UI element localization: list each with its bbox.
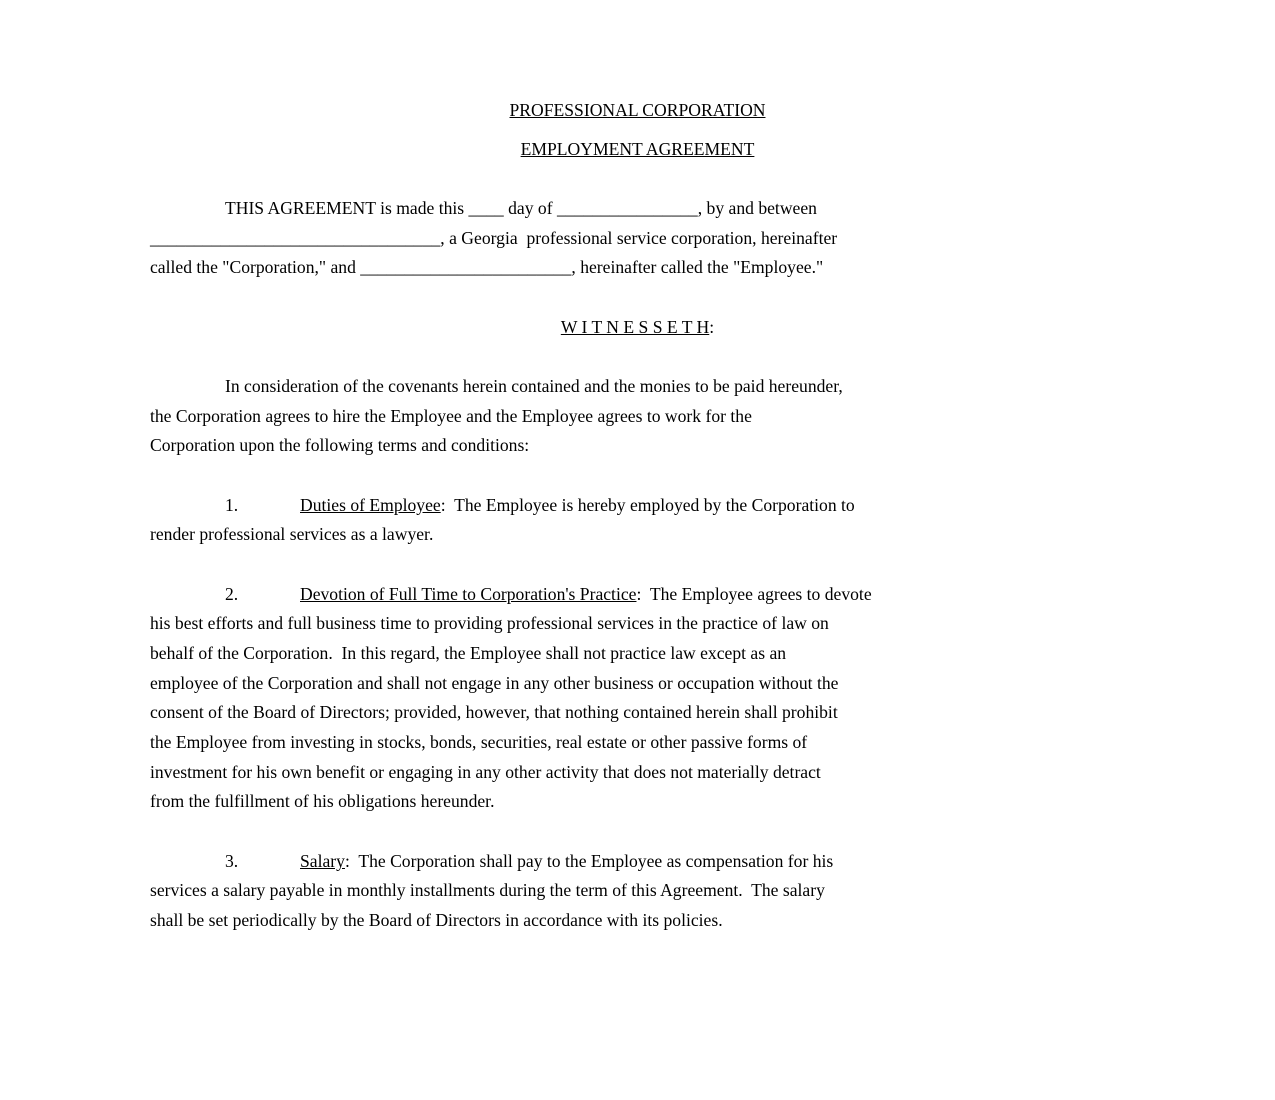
section-line: services a salary payable in monthly installments during the term of this Agreement. The salary bbox=[150, 880, 825, 900]
consideration-line-1: In consideration of the covenants herein contained and the monies to be paid hereunder, bbox=[225, 376, 843, 396]
witnesseth-heading bbox=[0, 317, 1275, 337]
preamble-line-3: called the "Corporation," and ________________________, hereinafter called the "Employee." bbox=[150, 257, 824, 277]
section-number: 2. bbox=[225, 584, 239, 604]
witnesseth-colon: : bbox=[709, 317, 715, 337]
section-first-line-text: : The Employee agrees to devote bbox=[636, 584, 872, 604]
section-line: employee of the Corporation and shall not engage in any other business or occupation without the bbox=[150, 673, 839, 693]
section-line: behalf of the Corporation. In this regard, the Employee shall not practice law except as an bbox=[150, 643, 787, 663]
preamble-line-2: _________________________________, a Georgia professional service corporation, hereinafter bbox=[150, 228, 838, 248]
section-first-line-text: : The Employee is hereby employed by the Corporation to bbox=[440, 495, 855, 515]
section-heading: Salary bbox=[300, 851, 345, 871]
section-number: 3. bbox=[225, 851, 239, 871]
consideration-line-3: Corporation upon the following terms and conditions: bbox=[150, 435, 530, 455]
section-heading: Devotion of Full Time to Corporation's Practice bbox=[300, 584, 637, 604]
section-line: investment for his own benefit or engaging in any other activity that does not materially detract bbox=[150, 762, 821, 782]
section-3-first-line bbox=[150, 851, 833, 871]
section-line: from the fulfillment of his obligations hereunder. bbox=[150, 791, 495, 811]
consideration-line-2: the Corporation agrees to hire the Employee and the Employee agrees to work for the bbox=[150, 406, 752, 426]
preamble-line-1: THIS AGREEMENT is made this ____ day of ________________, by and between bbox=[225, 198, 817, 218]
section-line: consent of the Board of Directors; provided, however, that nothing contained herein shall prohibit bbox=[150, 702, 838, 722]
section-first-line-text: : The Corporation shall pay to the Employee as compensation for his bbox=[344, 851, 834, 871]
section-2-first-line bbox=[150, 584, 872, 604]
section-line: the Employee from investing in stocks, bonds, securities, real estate or other passive forms of bbox=[150, 732, 808, 752]
title-line-1: PROFESSIONAL CORPORATION bbox=[509, 100, 766, 120]
section-1-first-line bbox=[150, 495, 855, 515]
witnesseth-word: W I T N E S S E T H bbox=[560, 317, 710, 337]
section-number: 1. bbox=[225, 495, 239, 515]
section-line: shall be set periodically by the Board of Directors in accordance with its policies. bbox=[150, 910, 723, 930]
section-line: his best efforts and full business time to providing professional services in the practice of law on bbox=[150, 613, 829, 633]
title-line-2: EMPLOYMENT AGREEMENT bbox=[520, 139, 755, 159]
section-line: render professional services as a lawyer. bbox=[150, 524, 434, 544]
section-heading: Duties of Employee bbox=[300, 495, 441, 515]
